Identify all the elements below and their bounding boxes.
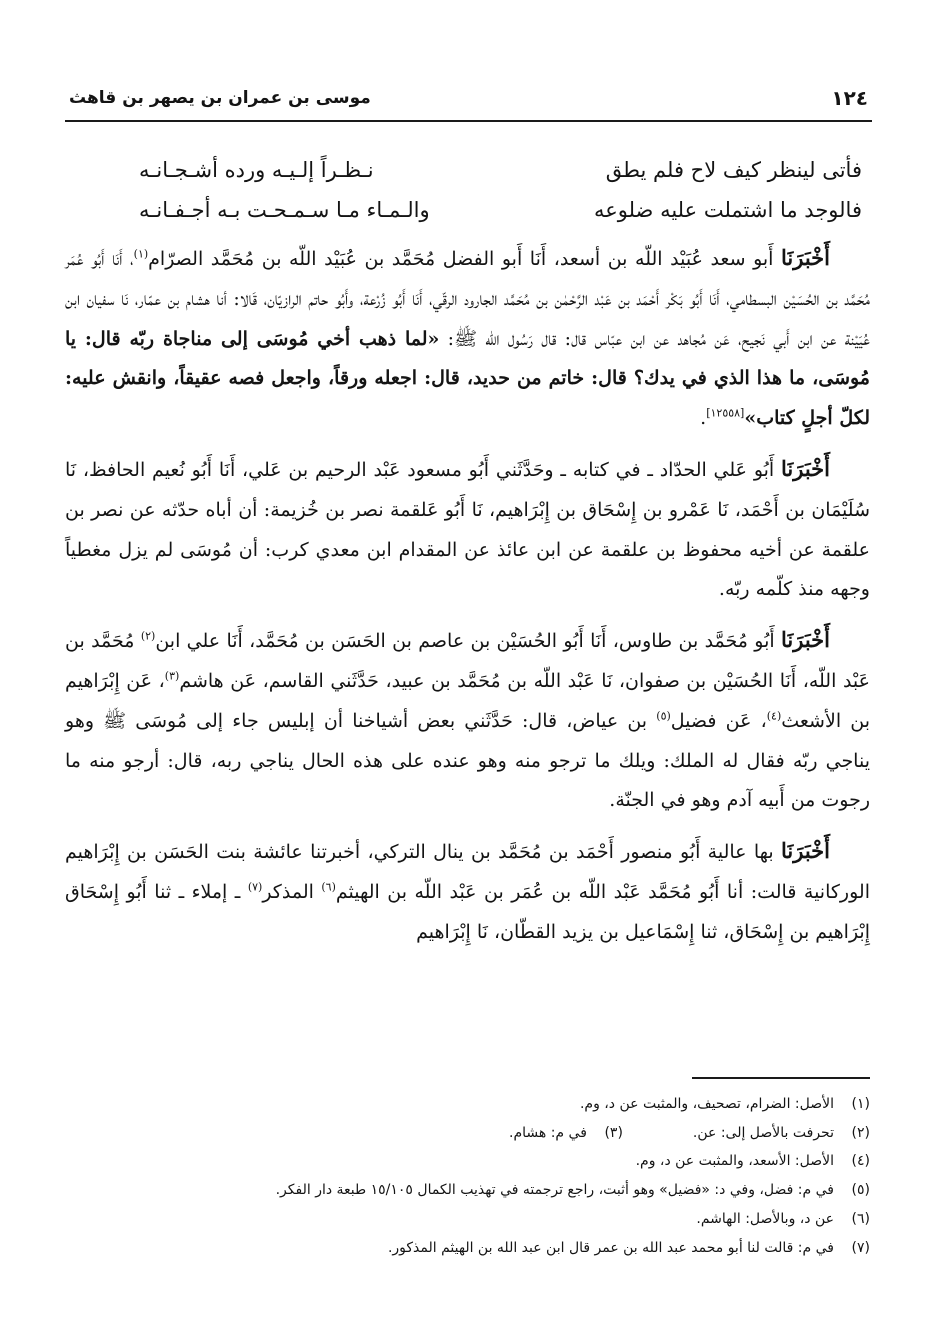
footnote-inline — [509, 1119, 623, 1148]
footnote-ref: (٤) — [766, 709, 782, 723]
footnote-number: (٧) — [851, 1239, 870, 1256]
footnote-number: (٢) — [851, 1124, 870, 1141]
main-text — [65, 150, 870, 963]
footnote-text: الأصل: الأسعد، والمثبت عن د، وم. — [635, 1153, 834, 1170]
footnote — [65, 1205, 870, 1234]
footnote-separator — [692, 1077, 870, 1079]
running-title: موسى بن عمران بن يصهر بن قاهث — [69, 88, 371, 108]
verse-second-hemistich: والـمـاء مـا سـمـحـت بـه أجـفـانـه — [139, 198, 430, 222]
paragraph-text: أَبُو مُحَمَّد بن طاوس، أَنَا أَبُو الحُسَيْن بن عاصم بن الحَسَن بن مُحَمَّد، أَنَا علي ابن — [155, 630, 782, 653]
footnote-number: (١) — [851, 1096, 870, 1112]
footnote — [65, 1119, 870, 1148]
hadith-text: «لما ذهب أخي مُوسَى إلى مناجاة ربّه قال: يا مُوسَى، ما هذا الذي في يدك؟ قال: خاتم من حديد، قال: اجعله ورقاً، واجعل فصه عقيقاً، وانقش عليه: لكلّ أجلٍ كتاب» — [65, 327, 870, 430]
poem-verse — [65, 190, 870, 230]
paragraph-text: بن عياض، قال: حَدَّثَني بعض أشياخنا أن إبليس جاء إلى مُوسَى ﷺ وهو يناجي ربّه فقال له الملك: ويلك ما ترجو منه وهو عنده على هذه الحال يناجي ربه، قال: أرجو منه ما رجوت من أَبيه آدم وهو في الجنّة. — [65, 709, 870, 812]
footnote — [65, 1147, 870, 1176]
footnote-ref: (٢) — [140, 629, 156, 643]
footnote-text: الأصل: الضرام، تصحيف، والمثبت عن د، وم. — [579, 1096, 834, 1112]
paragraphs — [65, 238, 870, 953]
footnote-text: عن د، وبالأصل: الهاشم. — [696, 1210, 834, 1227]
text-paragraph — [65, 831, 870, 952]
chain-opening-keyword: أَخْبَرَنَا — [781, 455, 830, 481]
verse-second-hemistich: نـظـراً إلـيـه ورده أشـجـانـه — [139, 158, 374, 182]
text-paragraph — [65, 238, 870, 439]
footnote-number: (٣) — [604, 1124, 623, 1141]
chain-opening-keyword: أَخْبَرَنَا — [781, 245, 830, 270]
paragraph-text: ، عَن إِبْرَاهيم بن الأشعث — [65, 669, 870, 732]
footnote — [65, 1234, 870, 1263]
footnote-ref: (٣) — [164, 669, 180, 683]
footnote-number: (٤) — [851, 1153, 870, 1170]
text-paragraph — [65, 620, 870, 821]
poem-verse — [65, 150, 870, 190]
footnote-text: في م: قالت لنا أبو محمد عبد الله بن عمر قال ابن عبد الله بن الهيثم المذكور. — [387, 1239, 834, 1256]
footnote-ref: (٧) — [247, 880, 263, 894]
paragraph-text: مُحَمَّد بن عَبْد اللّه، أَنَا الحُسَيْن بن صفوان، نَا عَبْد اللّه بن مُحَمَّد بن عبيد، حَدَّثَني القاسم، عَن هاشم — [65, 630, 870, 692]
text-paragraph — [65, 449, 870, 610]
chain-opening-keyword: أَخْبَرَنَا — [781, 627, 830, 653]
page-number: ١٢٤ — [831, 86, 868, 110]
paragraph-text: المذكر — [262, 880, 322, 903]
paragraph-text: . — [700, 407, 707, 430]
footnote-ref: (٦) — [321, 880, 336, 894]
footnote — [65, 1176, 870, 1205]
footnote-ref: (١) — [133, 247, 149, 261]
footnotes — [65, 1090, 870, 1262]
verse-first-hemistich: فأتى لينظر كيف لاح فلم يطق — [605, 158, 862, 182]
footnote-text: في م: فضل، وفي د: «فضيل» وهو أثبت، راجع ترجمته في تهذيب الكمال ١٥/١٠٥ طبعة دار الفكر. — [275, 1182, 834, 1199]
chain-opening-keyword: أَخْبَرَنَا — [781, 838, 830, 864]
paragraph-text: ـ إملاء ـ ثنا أَبُو إِسْحَاق إِبْرَاهيم بن إِسْحَاق، ثنا إِسْمَاعيل بن يزيد القطّان، نَا إِبْرَاهيم — [65, 880, 870, 943]
page-header — [65, 80, 872, 122]
footnote-number: (٦) — [851, 1210, 870, 1227]
footnote-ref: (٥) — [656, 709, 671, 723]
paragraph-text: بها عالية أَبُو منصور أَحْمَد بن مُحَمَّد بن ينال التركي، أخبرتنا عائشة بنت الحَسَن بن إِبْرَاهيم الوركانية قالت: أنا أَبُو مُحَمَّد عَبْد اللّه بن عُمَر بن عَبْد اللّه بن الهيثم — [65, 841, 870, 903]
verse-first-hemistich: فالوجد ما اشتملت عليه ضلوعه — [593, 198, 862, 222]
footnote — [65, 1090, 870, 1119]
poem — [65, 150, 870, 230]
footnote-ref: [١٢٥٥٨] — [706, 406, 745, 420]
paragraph-text: أَبُو عَلي الحدّاد ـ في كتابه ـ وحَدَّثَني أَبُو مسعود عَبْد الرحيم بن عَلي، أَنَا أَبُو نُعيم الحافظ، نَا سُلَيْمَان بن أَحْمَد، نَا عَمْرو بن إِسْحَاق بن إِبْرَاهيم، نَا أَبُو عَلقمة نصر بن خُزيمة: أن أباه حدّثه عن نصر بن علقمة عن أخيه محفوظ بن علقمة عن ابن عائذ عن المقدام ابن معدي كرب: أن مُوسَى لم يزل مغطياً وجهه منذ كلّمه ربّه. — [65, 458, 870, 601]
footnote-text: في م: هشام. — [509, 1124, 587, 1141]
footnote-number: (٥) — [851, 1182, 870, 1199]
paragraph-text: ، عَن فضيل — [670, 709, 767, 732]
footnote-text: تحرفت بالأصل إلى: عن. — [692, 1124, 834, 1141]
paragraph-text: ، أَنَا أَبُو عُمَر مُحَمَّد بن الحُسَيْن البسطامي، أَنَا أَبُو بَكْر أَحْمَد بن عَبْد الرَّحْمٰن بن مُحَمَّد الجارود الرقّي، أَنَا أَبُو زُرْعة، وأَبُو حاتم الرازيّان، قَالا: أنا هشام بن عمّار، نَا سفيان ابن عُيَيْنة عن ابن أَبي نَجيح، عَن مُجاهد عن ابن عبّاس قال: قال رَسُول الله ﷺ: — [65, 248, 870, 350]
paragraph-text: أَبو سعد عُبَيْد اللّه بن أسعد، أَنَا أَبو الفضل مُحَمَّد بن عُبَيْد اللّه بن مُحَمَّد الصرّام — [148, 248, 782, 270]
